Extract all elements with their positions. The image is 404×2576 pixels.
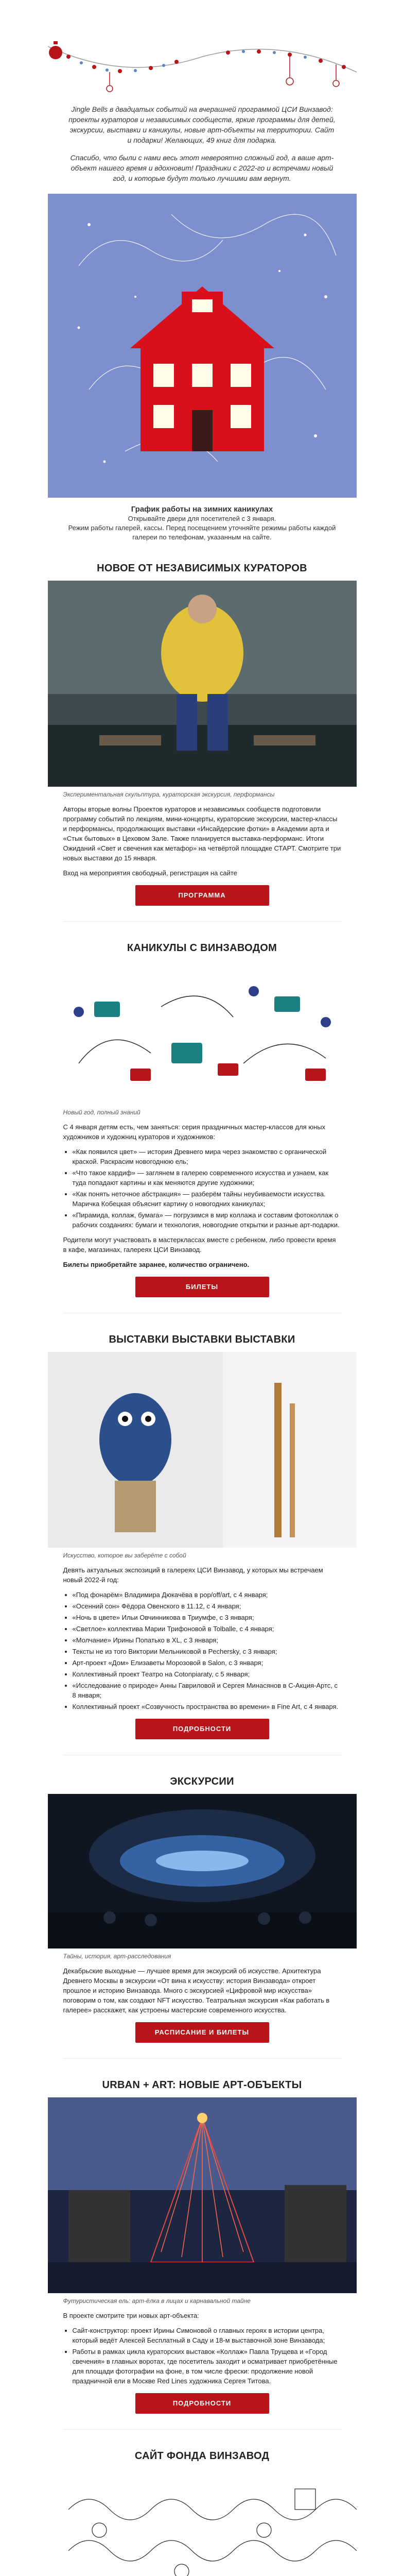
hero-title: График работы на зимних каникулах	[131, 505, 273, 514]
holidays-tickets-button[interactable]: БИЛЕТЫ	[135, 1277, 269, 1297]
list-item: • «Светлое» коллектива Марии Трифоновой в Tolballe, с 4 января;	[73, 1624, 341, 1634]
list-item: • «Исследование о природе» Анны Гавриловой и Сергея Минасянов в С-Акция-Артс, с 8 января;	[73, 1681, 341, 1700]
list-item: • «Что такое кардиф» — заглянем в галерею современного искусства и узнаем, как туда попадают картины и как меняются другие художники;	[73, 1168, 341, 1188]
hero-line: Открывайте двери для посетителей с 3 января.	[128, 515, 276, 522]
hero-line: Режим работы галерей, кассы. Перед посещением уточняйте режимы работы каждой галереи по телефонам, указанным на сайте.	[68, 524, 336, 541]
list-item: • «Под фонарём» Владимира Дюкачёва в pop/off/art, с 4 января;	[73, 1590, 341, 1600]
curators-caption: Экспериментальная скульптура, кураторская экскурсия, перформансы	[63, 791, 275, 798]
list-item: • Сайт-конструктор: проект Ирины Симоновой о главных героях в истории центра, который ведёт Алексей Бесплатный в Саду и 18-м выставочной зоне Винзавода;	[73, 2326, 341, 2345]
list-item: • «Молчание» Ирины Попатько в XL, с 3 января;	[73, 1635, 341, 1645]
exhibitions-details-button[interactable]: ПОДРОБНОСТИ	[135, 1719, 269, 1739]
intro-paragraph: Jingle Bells в двадцатых событий на вчерашней программой ЦСИ Винзавод: проекты кураторов и независимых сообществ, яркие программы для детей, экскурсии, выставки и каникулы, новые арт-объекты на территории. Сайт и подарки! Желающих, 49 книг для подарка.	[68, 105, 336, 144]
section-title-holidays: КАНИКУЛЫ С ВИНЗАВОДОМ	[127, 942, 277, 954]
list-item: • «Как появился цвет» — история Древнего мира через знакомство с органической краской. Раскрасим новогоднюю ель;	[73, 1147, 341, 1166]
curators-body	[48, 798, 357, 878]
curators-text: Авторы вторые волны Проектов кураторов и независимых сообществ подготовили программу событий по лекциям, мини-концерты, кураторские экскурсии, мастер-классы и перформансы, продолжающих выставки «Инсайдерские фотки» в Академии арта и «Стык бытовых» в Цеховом Зале. Также планируется выставка-перформанс. Итоги Ожиданий «Свет и свечения как метафор» на четвёртой площадке СТАРТ. Смотрите три новых выставки до 15 января.	[63, 805, 341, 862]
curators-photo	[48, 581, 357, 787]
excursions-schedule-button[interactable]: РАСПИСАНИЕ И БИЛЕТЫ	[135, 2022, 269, 2043]
curators-note: Вход на мероприятия свободный, регистрация на сайте	[63, 869, 237, 877]
excursions-body	[48, 1960, 357, 2015]
hero-caption	[48, 498, 357, 542]
urban-details-button[interactable]: ПОДРОБНОСТИ	[135, 2393, 269, 2414]
excursions-caption: Тайны, история, арт-расследования	[63, 1953, 171, 1960]
holidays-intro: С 4 января детям есть, чем заняться: серия праздничных мастер-классов для юных художников и художниц кураторов и художников:	[63, 1123, 326, 1141]
urban-caption: Футуристическая ель: арт-ёлка в лицах и карнавальной тайне	[63, 2297, 251, 2304]
holidays-list	[73, 1147, 341, 1230]
list-item: • Коллективный проект «Созвучность пространства во времени» в Fine Art, с 4 января.	[73, 1702, 341, 1711]
list-item: • Тексты не из того Виктории Мельниковой в Pechersky, с 3 января;	[73, 1647, 341, 1656]
holidays-caption: Новый год, полный знаний	[63, 1109, 140, 1116]
curators-program-button[interactable]: ПРОГРАММА	[135, 885, 269, 906]
exhibitions-body	[48, 1559, 357, 1711]
urban-list	[73, 2326, 341, 2386]
list-item: • «Осенний сон» Фёдора Овенского в 11.12, с 4 января;	[73, 1601, 341, 1611]
section-title-urban: URBAN + ART: НОВЫЕ АРТ-ОБЪЕКТЫ	[102, 2079, 302, 2091]
holidays-parents: Родители могут участвовать в мастерклассах вместе с ребенком, либо провести время в кафе, магазинах, галереях ЦСИ Винзавод.	[63, 1236, 336, 1253]
urban-body	[48, 2304, 357, 2386]
urban-photo	[48, 2097, 357, 2293]
hero-image	[48, 194, 357, 498]
exhibitions-caption: Искусство, которое вы заберёте с собой	[63, 1552, 186, 1559]
holidays-tickets-note: Билеты приобретайте заранее, количество ограничено.	[63, 1261, 250, 1268]
urban-intro: В проекте смотрите три новых арт-объекта:	[63, 2312, 199, 2319]
section-title-fund: САЙТ ФОНДА ВИНЗАВОД	[134, 2450, 270, 2462]
section-title-exhibitions: ВЫСТАВКИ ВЫСТАВКИ ВЫСТАВКИ	[109, 1334, 295, 1345]
excursions-photo	[48, 1794, 357, 1948]
list-item: • Коллективный проект Театро на Cotonpiaraty, с 5 января;	[73, 1669, 341, 1679]
section-title-excursions: ЭКСКУРСИИ	[170, 1776, 234, 1787]
intro-paragraph: Спасибо, что были с нами весь этот невероятно сложный год, а ваше арт-объект нашего время и вдохновит! Праздники с 2022-го и встречами новый год, и которые будут только лучшими вам вернут.	[70, 154, 334, 182]
fund-illustration	[48, 2468, 357, 2576]
exhibitions-photo	[48, 1352, 357, 1548]
ornament-icon	[48, 41, 63, 62]
list-item: • «Ночь в цвете» Ильи Овчинникова в Триумфе, с 3 января;	[73, 1613, 341, 1622]
list-item: • Арт-проект «Дом» Елизаветы Морозовой в Salon, с 3 января;	[73, 1658, 341, 1668]
list-item: • Работы в рамках цикла кураторских выставок «Коллаж» Павла Трущева и «Город свечения» в главных воротах, где посетитель заходит и осматривает приобретённые для площади фотографии на фоне, в том числе фрески: продолжение новой праздничной ели в Москве Red Lines художника Сергея Титова.	[73, 2347, 341, 2386]
list-item: • «Как понять неточное абстракция» — разберём тайны неубиваемости искусства. Маричка Кобецкая объяснит картину о новогодних каникулах;	[73, 1189, 341, 1209]
exhibitions-intro: Девять актуальных экспозиций в галереях ЦСИ Винзавод, у которых мы встречаем новый 2022-й год:	[63, 1566, 323, 1584]
intro-text	[48, 98, 357, 183]
list-item: • «Пирамида, коллаж, бумага» — погрузимся в мир коллажа и составим фотоколлаж о рабочих созданиях: бумаги и технология, новогодние открытки и разные арт-подарки.	[73, 1210, 341, 1230]
holidays-body	[48, 1116, 357, 1269]
email-wrapper	[48, 0, 357, 2576]
exhibitions-list	[73, 1590, 341, 1711]
garland-decoration	[48, 41, 357, 98]
section-title-curators: НОВОЕ ОТ НЕЗАВИСИМЫХ КУРАТОРОВ	[97, 563, 307, 574]
excursions-text: Декабрьские выходные — лучшее время для экскурсий об искусстве. Архитектура Древнего Москвы в экскурсии «От вина к искусству: история Винзавода» откроет прошлое и историю Винзавода. Много с экскурсией «Цифровой мир искусства» поговорим о том, как создают NFT искусство. Театральная экскурсия «Как работать в галерее» расскажет, как устроены мастерские современного искусства.	[63, 1967, 330, 2014]
holidays-photo	[48, 960, 357, 1105]
